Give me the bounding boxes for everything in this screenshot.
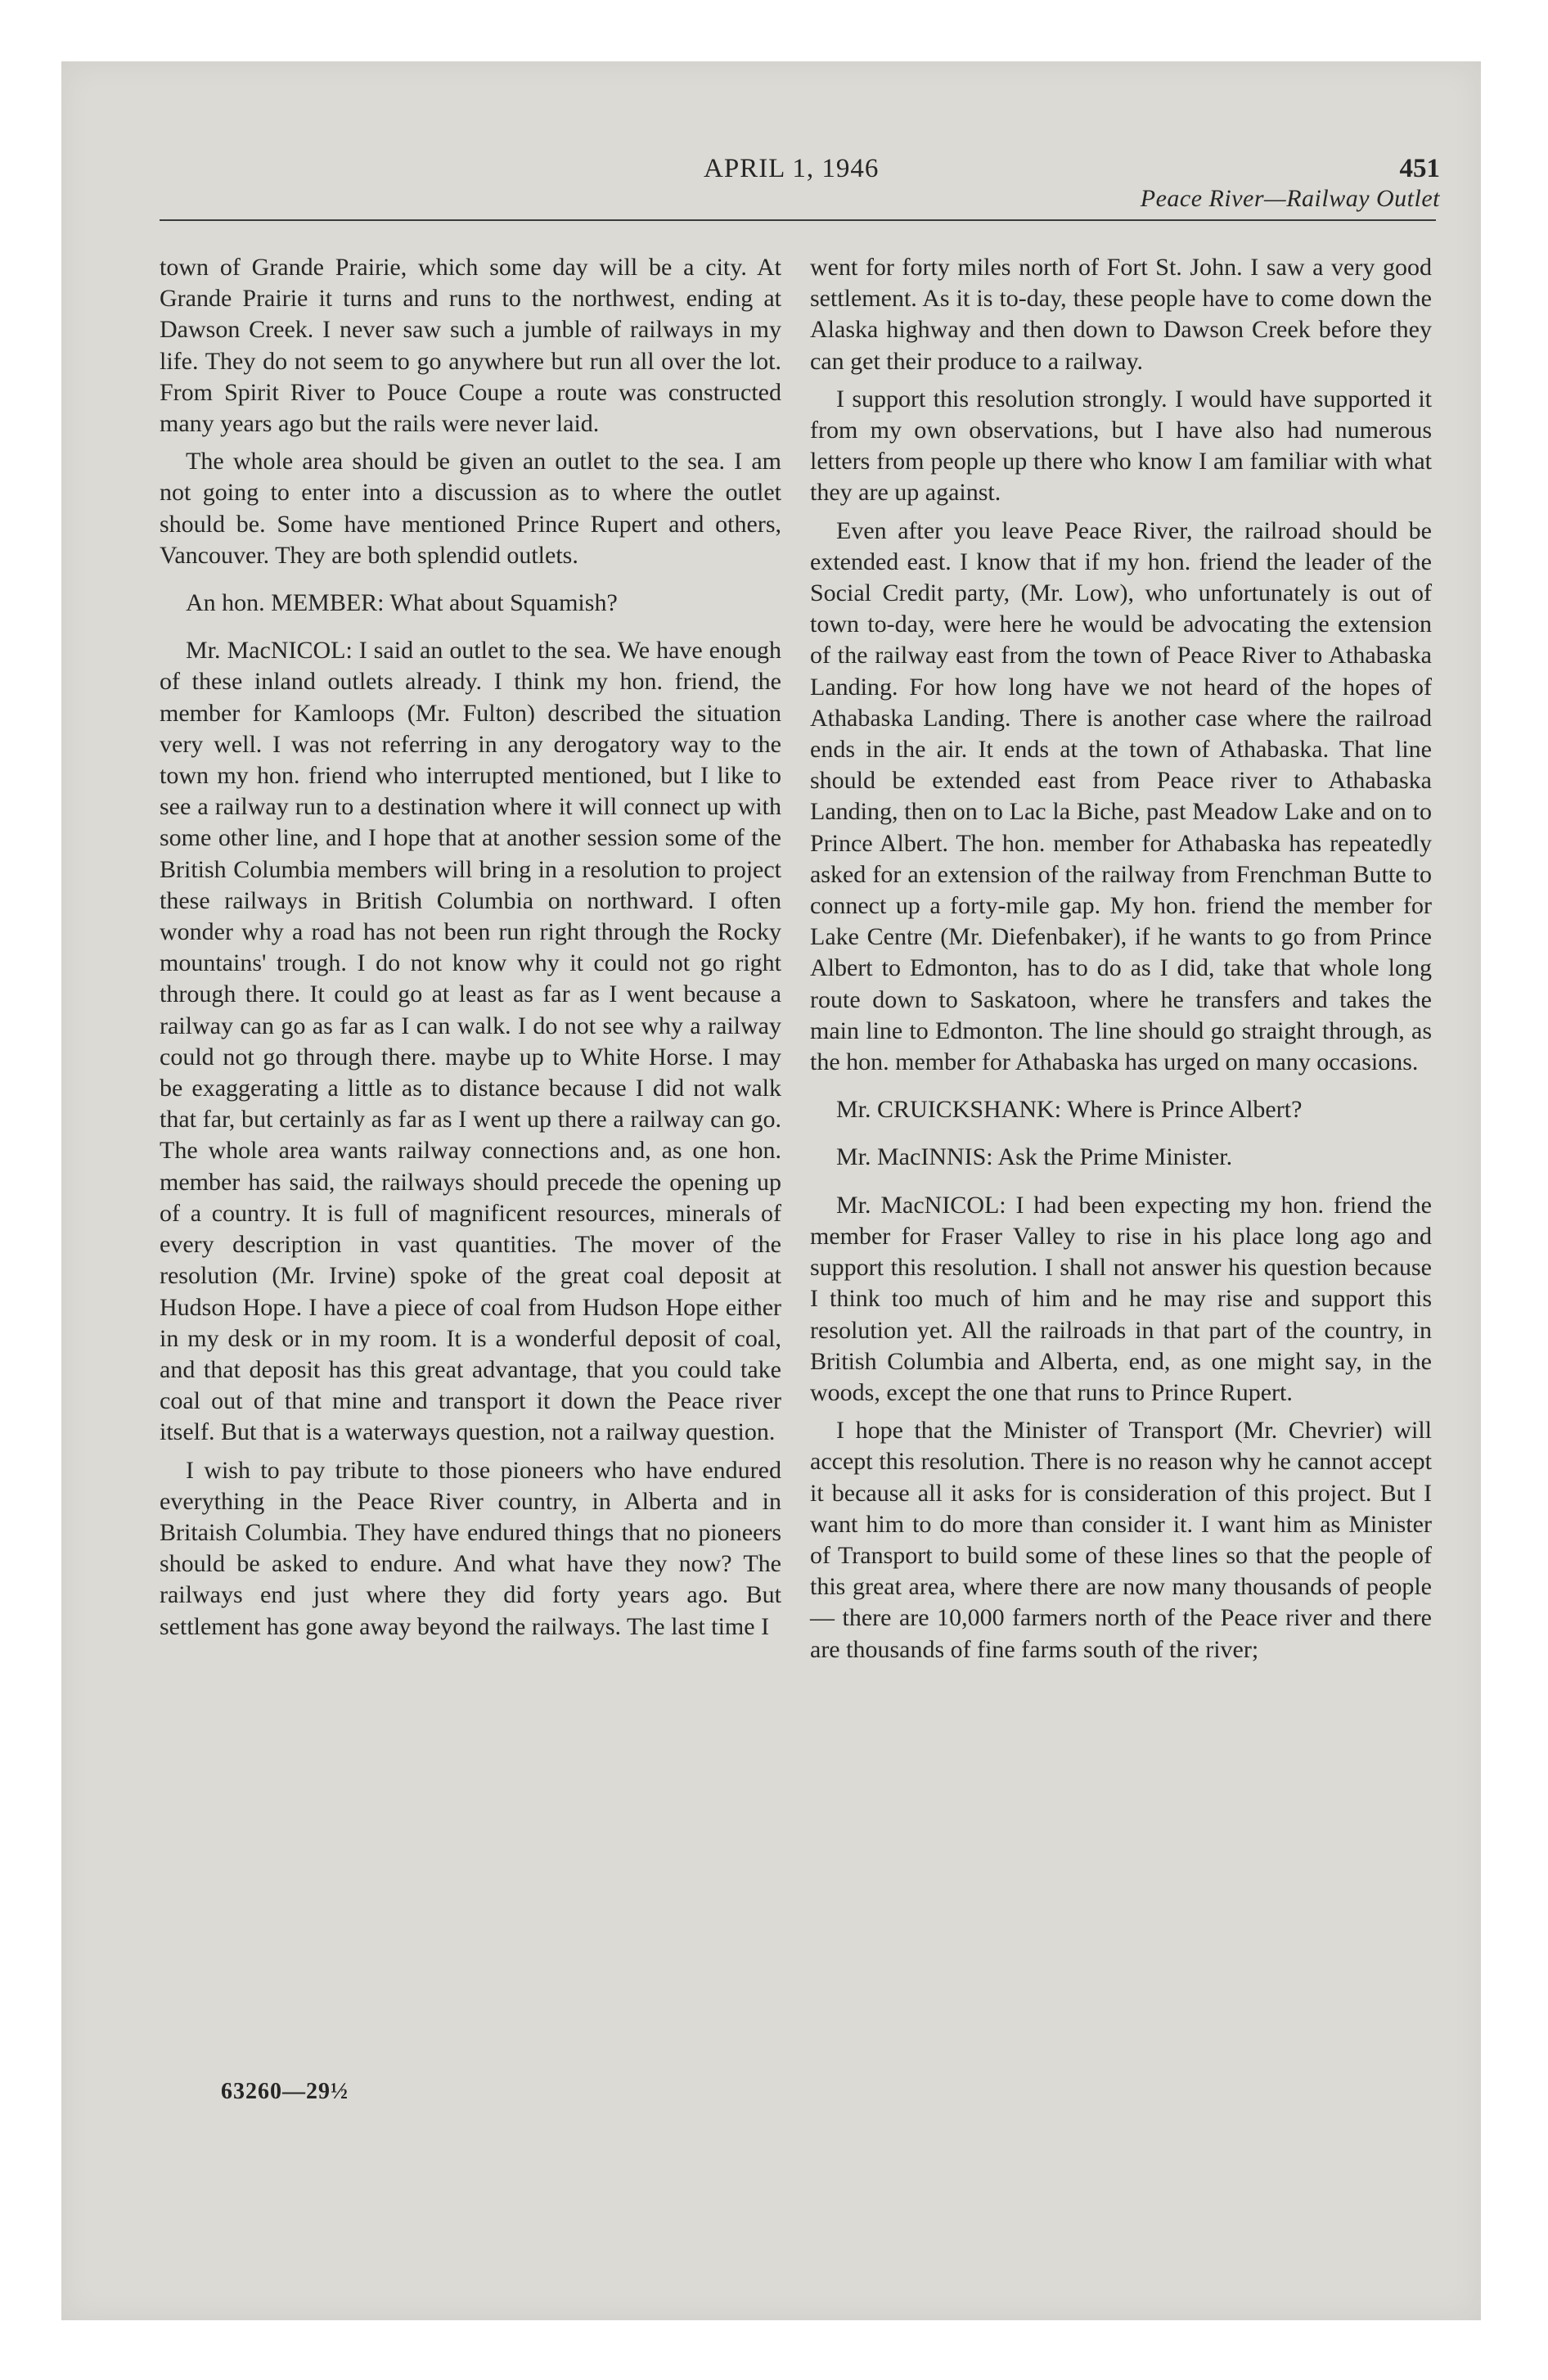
paragraph: An hon. MEMBER: What about Squamish? [186,589,618,617]
paragraph: I wish to pay tribute to those pioneers who have endured everything in the Peace River country, in Alberta and in Britaish Columbia. They have endured things that no pioneers should be asked to endure. And what have they now? The railways end just where they did forty years ago. But settlement has gone away beyond the railways. The last time I [160,1456,781,1640]
right-column [810,252,1432,1666]
header-date: APRIL 1, 1946 [704,154,880,183]
paragraph: Mr. MacNICOL: I said an outlet to the sea. We have enough of these inland outlets already. I think my hon. friend, the member for Kamloops (Mr. Fulton) described the situation very well. I was not referring in any derogatory way to the town my hon. friend who interrupted mentioned, but I like to see a railway run to a destination where it will connect up with some other line, and I hope that at another session some of the British Columbia members will bring in a resolution to project these railways in British Columbia on northward. I often wonder why a road has not been run right through the Rocky mountains' trough. I do not know why it could not go right through there. It could go at least as far as I went because a railway can go as far as I can walk. I do not see why a railway could not go through there. maybe up to White Horse. I may be exaggerating a little as to distance because I did not walk that far, but certainly as far as I went up there a railway can go. The whole area wants railway connections and, as one hon. member has said, the railways should precede the opening up of a country. It is full of magnificent resources, minerals of every description in vast quantities. The mover of the resolution (Mr. Irvine) spoke of the great coal deposit at Hudson Hope. I have a piece of coal from Hudson Hope either in my desk or in my room. It is a wonderful deposit of coal, and that deposit has this great advantage, that you could take coal out of that mine and transport it down the Peace river itself. But that is a waterways question, not a railway question. [160,637,781,1446]
page-number: 451 [1399,154,1440,183]
paragraph: I hope that the Minister of Transport (Mr. Chevrier) will accept this resolution. There is no reason why he cannot accept it because all it asks for is consideration of this project. But I want him to do more than consider it. I want him as Minister of Transport to build some of these lines so that the people of this great area, where there are now many thousands of people — there are 10,000 farmers north of the Peace river and there are thousands of fine farms south of the river; [810,1417,1432,1663]
section-title: Peace River—Railway Outlet [1140,185,1440,212]
left-column [160,252,781,1643]
page-header [102,146,1440,211]
header-rule [160,219,1436,221]
paragraph: town of Grande Prairie, which some day will be a city. At Grande Prairie it turns and runs to the northwest, ending at Dawson Creek. I never saw such a jumble of railways in my life. They do not seem to go anywhere but run all over the lot. From Spirit River to Pouce Coupe a route was constructed many years ago but the rails were never laid. [160,254,781,438]
paragraph: Mr. CRUICKSHANK: Where is Prince Albert? [836,1096,1303,1124]
paragraph: The whole area should be given an outlet to the sea. I am not going to enter into a discussion as to where the outlet should be. Some have mentioned Prince Rupert and others, Vancouver. They are both splendid outlets. [160,448,781,569]
document-page [102,0,1440,2380]
paragraph: Mr. MacNICOL: I had been expecting my hon. friend the member for Fraser Valley to rise in his place long ago and support this resolution. I shall not answer his question because I think too much of him and he may rise and support this resolution yet. All the railroads in that part of the country, in British Columbia and Alberta, end, as one might say, in the woods, except the one that runs to Prince Rupert. [810,1191,1432,1406]
signature-code: 63260—29½ [221,2079,349,2104]
paragraph: Even after you leave Peace River, the railroad should be extended east. I know that if my hon. friend the leader of the Social Credit party, (Mr. Low), who unfortunately is out of town to-day, were here he would be advocating the extension of the railway east from the town of Peace River to Athabaska Landing. For how long have we not heard of the hopes of Athabaska Landing. There is another case where the railroad ends in the air. It ends at the town of Athabaska. That line should be extended east from Peace river to Athabaska Landing, then on to Lac la Biche, past Meadow Lake and on to Prince Albert. The hon. member for Athabaska has repeatedly asked for an extension of the railway from Frenchman Butte to connect up a forty-mile gap. My hon. friend the member for Lake Centre (Mr. Diefenbaker), if he wants to go from Prince Albert to Edmonton, has to do as I did, take that whole long route down to Saskatoon, where he transfers and takes the main line to Edmonton. The line should go straight through, as the hon. member for Athabaska has urged on many occasions. [810,516,1432,1076]
paragraph: I support this resolution strongly. I would have supported it from my own observations, but I have also had numerous letters from people up there who know I am familiar with what they are up against. [810,385,1432,507]
paragraph: Mr. MacINNIS: Ask the Prime Minister. [836,1143,1233,1171]
paragraph: went for forty miles north of Fort St. John. I saw a very good settlement. As it is to-day, these people have to come down the Alaska highway and then down to Dawson Creek before they can get their produce to a railway. [810,254,1432,375]
